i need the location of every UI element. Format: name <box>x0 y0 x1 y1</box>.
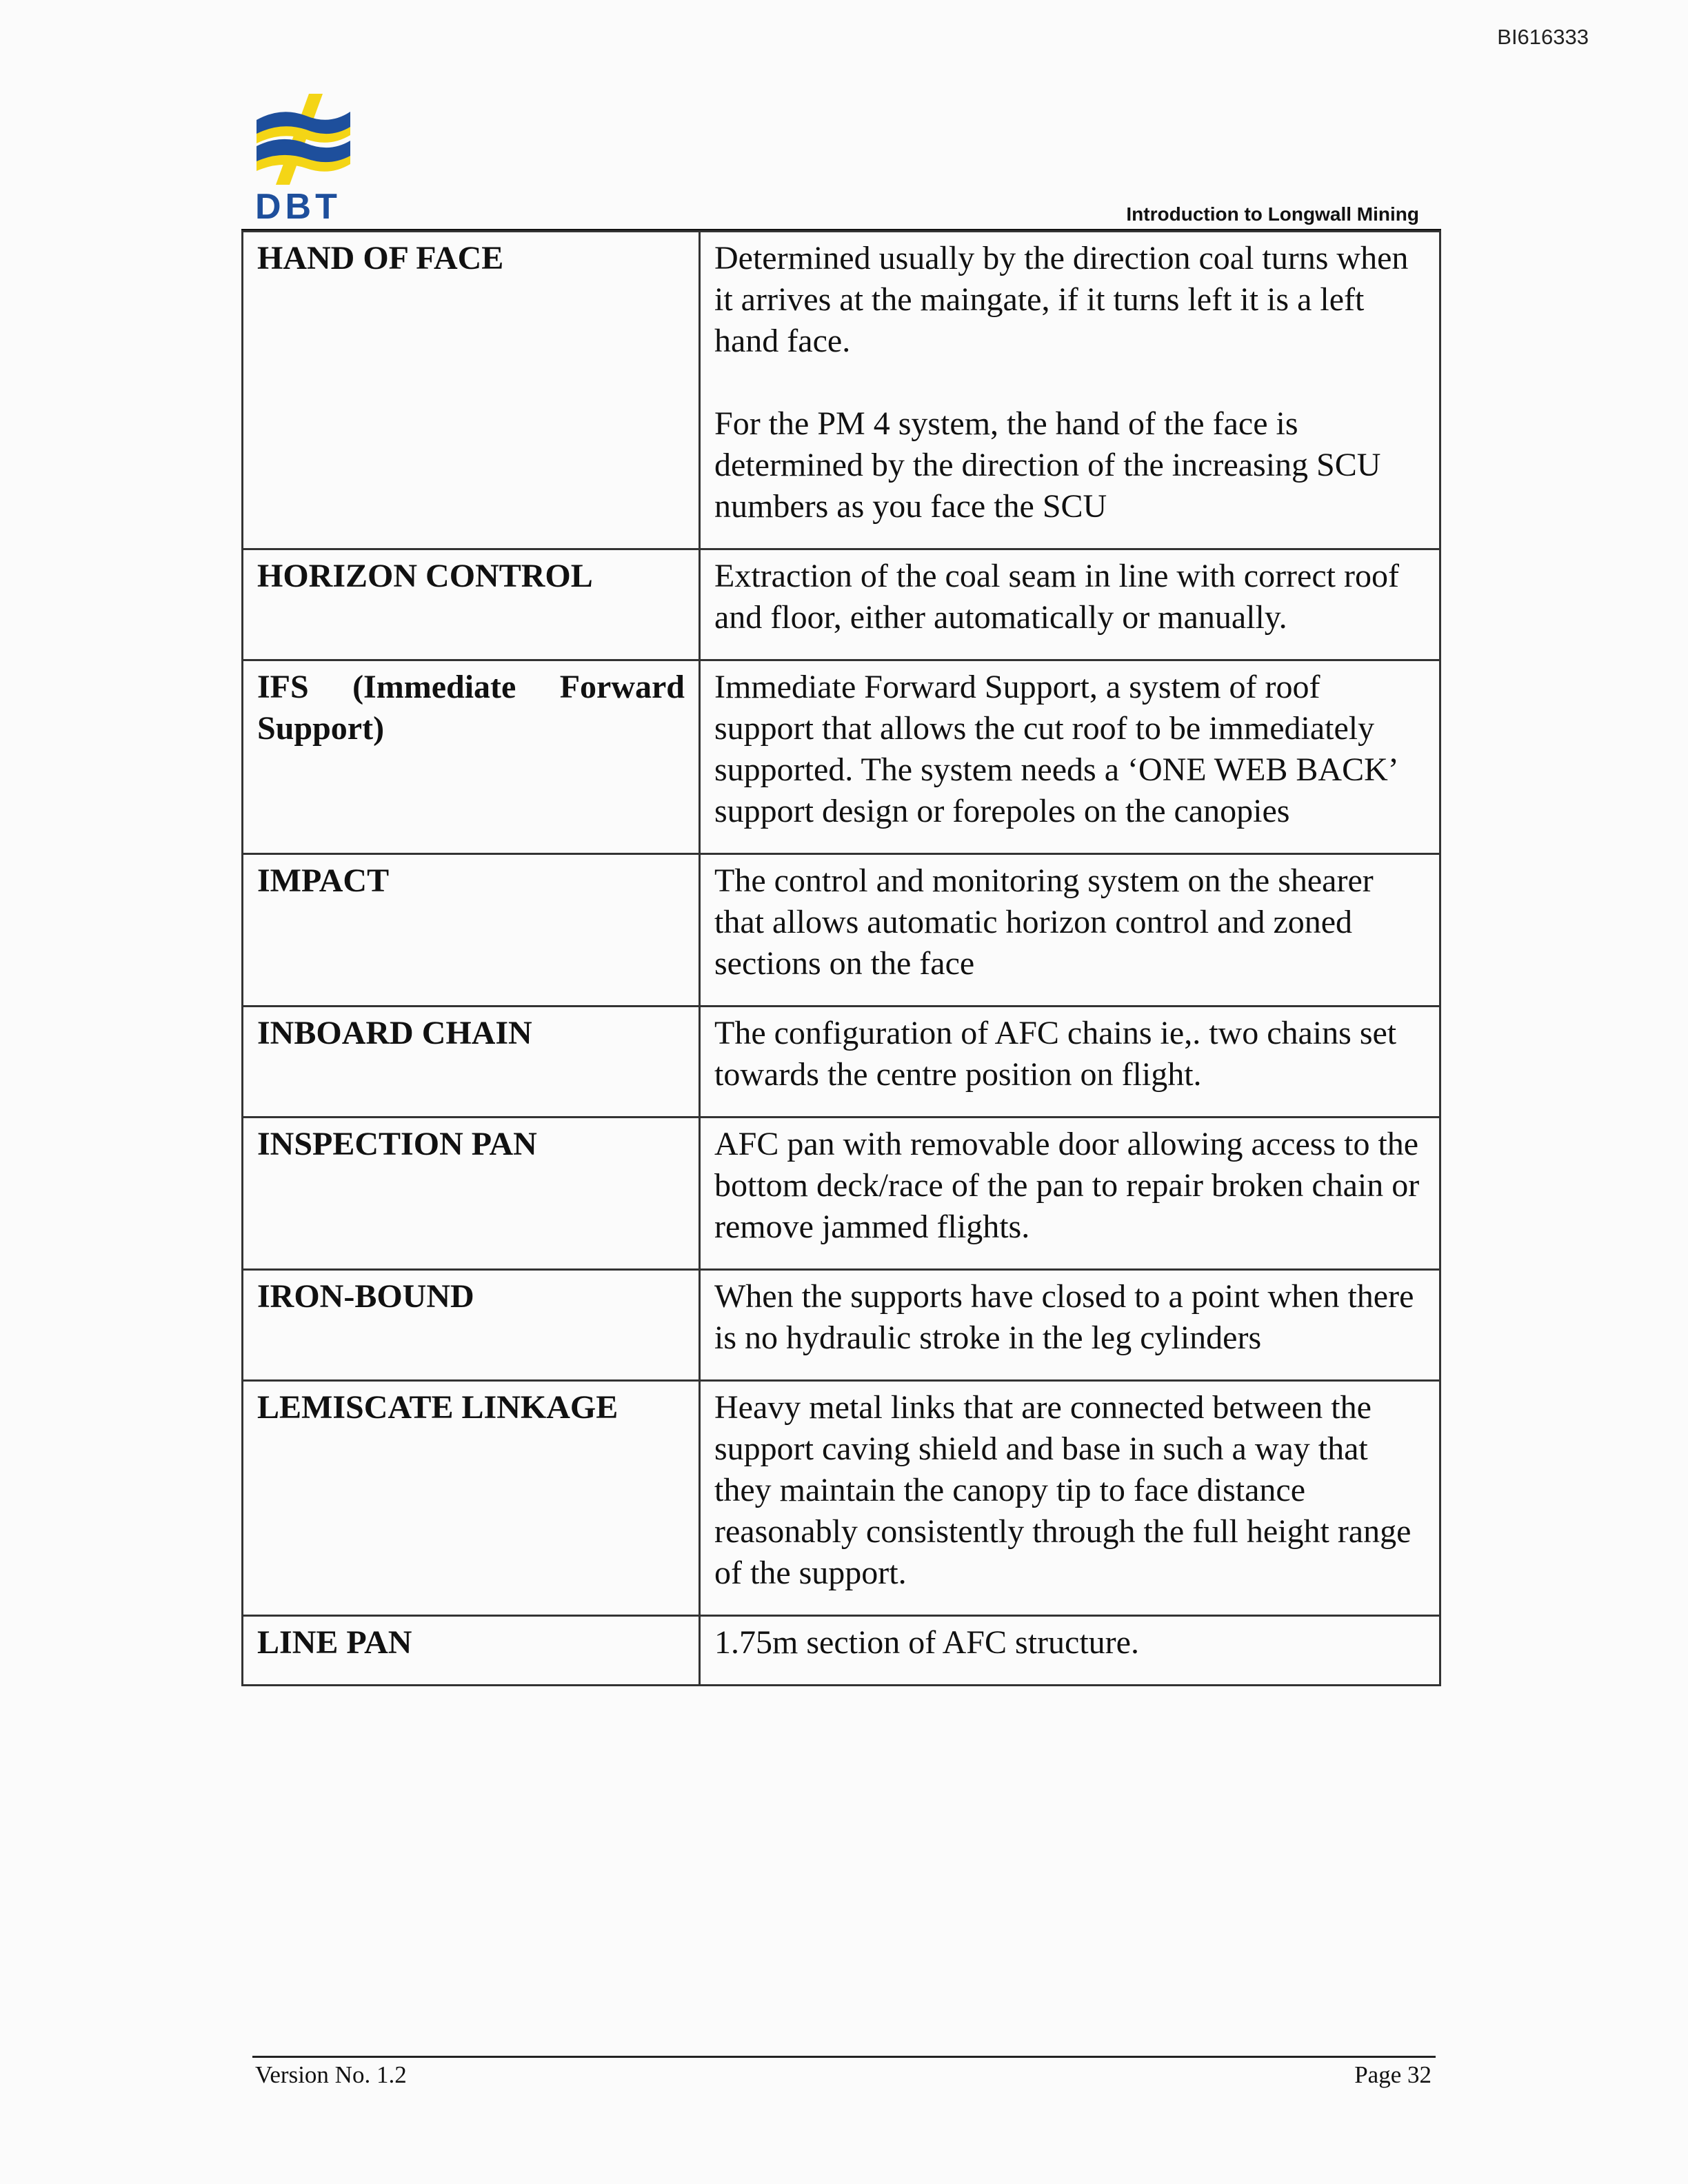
definition-cell <box>700 1616 1440 1686</box>
dbt-logo-mark-icon <box>254 91 353 185</box>
logo-wordmark: DBT <box>255 187 341 227</box>
version-number: Version No. 1.2 <box>255 2061 407 2088</box>
table-row <box>243 1118 1440 1270</box>
term-cell: LEMISCATE LINKAGE <box>243 1381 700 1616</box>
definition-text: AFC pan with removable door allowing access to the bottom deck/race of the pan to repair broken chain or remove jammed flights. <box>714 1126 1420 1245</box>
header-title: Introduction to Longwall Mining <box>1126 203 1419 225</box>
definition-text: Immediate Forward Support, a system of roof support that allows the cut roof to be immediately supported. The system needs a ‘ONE WEB BACK’ support design or forepoles on the canopies <box>714 669 1397 829</box>
definition-text: The control and monitoring system on the shearer that allows automatic horizon control and zoned sections on the face <box>714 862 1374 982</box>
dbt-logo <box>254 91 353 225</box>
definition-cell <box>700 549 1440 660</box>
term-cell: INSPECTION PAN <box>243 1118 700 1270</box>
table-row <box>243 660 1440 854</box>
table-row <box>243 854 1440 1007</box>
term-cell: HORIZON CONTROL <box>243 549 700 660</box>
term-cell: HAND OF FACE <box>243 232 700 549</box>
table-row <box>243 1616 1440 1686</box>
term-cell: IMPACT <box>243 854 700 1007</box>
table-row <box>243 1381 1440 1616</box>
definition-text: 1.75m section of AFC structure. <box>714 1624 1139 1661</box>
definition-cell <box>700 1270 1440 1381</box>
term-cell: IRON-BOUND <box>243 1270 700 1381</box>
page-number: Page 32 <box>1354 2061 1431 2088</box>
definition-cell <box>700 1381 1440 1616</box>
definition-cell <box>700 1118 1440 1270</box>
definition-text: Extraction of the coal seam in line with correct roof and floor, either automatically or manually. <box>714 558 1399 636</box>
term-cell: LINE PAN <box>243 1616 700 1686</box>
definition-text: Heavy metal links that are connected between the support caving shield and base in such a way that they maintain the canopy tip to face distance reasonably consistently through the full height range of the support. <box>714 1389 1411 1591</box>
definition-cell <box>700 854 1440 1007</box>
document-id: BI616333 <box>1497 25 1589 49</box>
footer-divider <box>252 2056 1436 2058</box>
table-row <box>243 549 1440 660</box>
glossary-table <box>241 230 1441 1686</box>
table-row <box>243 1007 1440 1118</box>
definition-text: The configuration of AFC chains ie,. two chains set towards the centre position on flight. <box>714 1015 1397 1093</box>
term-cell: INBOARD CHAIN <box>243 1007 700 1118</box>
definition-cell <box>700 232 1440 549</box>
definition-text: When the supports have closed to a point when there is no hydraulic stroke in the leg cylinders <box>714 1278 1414 1356</box>
definition-text: For the PM 4 system, the hand of the face is determined by the direction of the increasing SCU numbers as you face the SCU <box>714 405 1381 525</box>
table-row <box>243 1270 1440 1381</box>
table-row <box>243 232 1440 549</box>
definition-text: Determined usually by the direction coal turns when it arrives at the maingate, if it turns left it is a left hand face. <box>714 240 1409 359</box>
definition-cell <box>700 1007 1440 1118</box>
definition-cell <box>700 660 1440 854</box>
term-cell: IFS (Immediate Forward Support) <box>243 660 700 854</box>
